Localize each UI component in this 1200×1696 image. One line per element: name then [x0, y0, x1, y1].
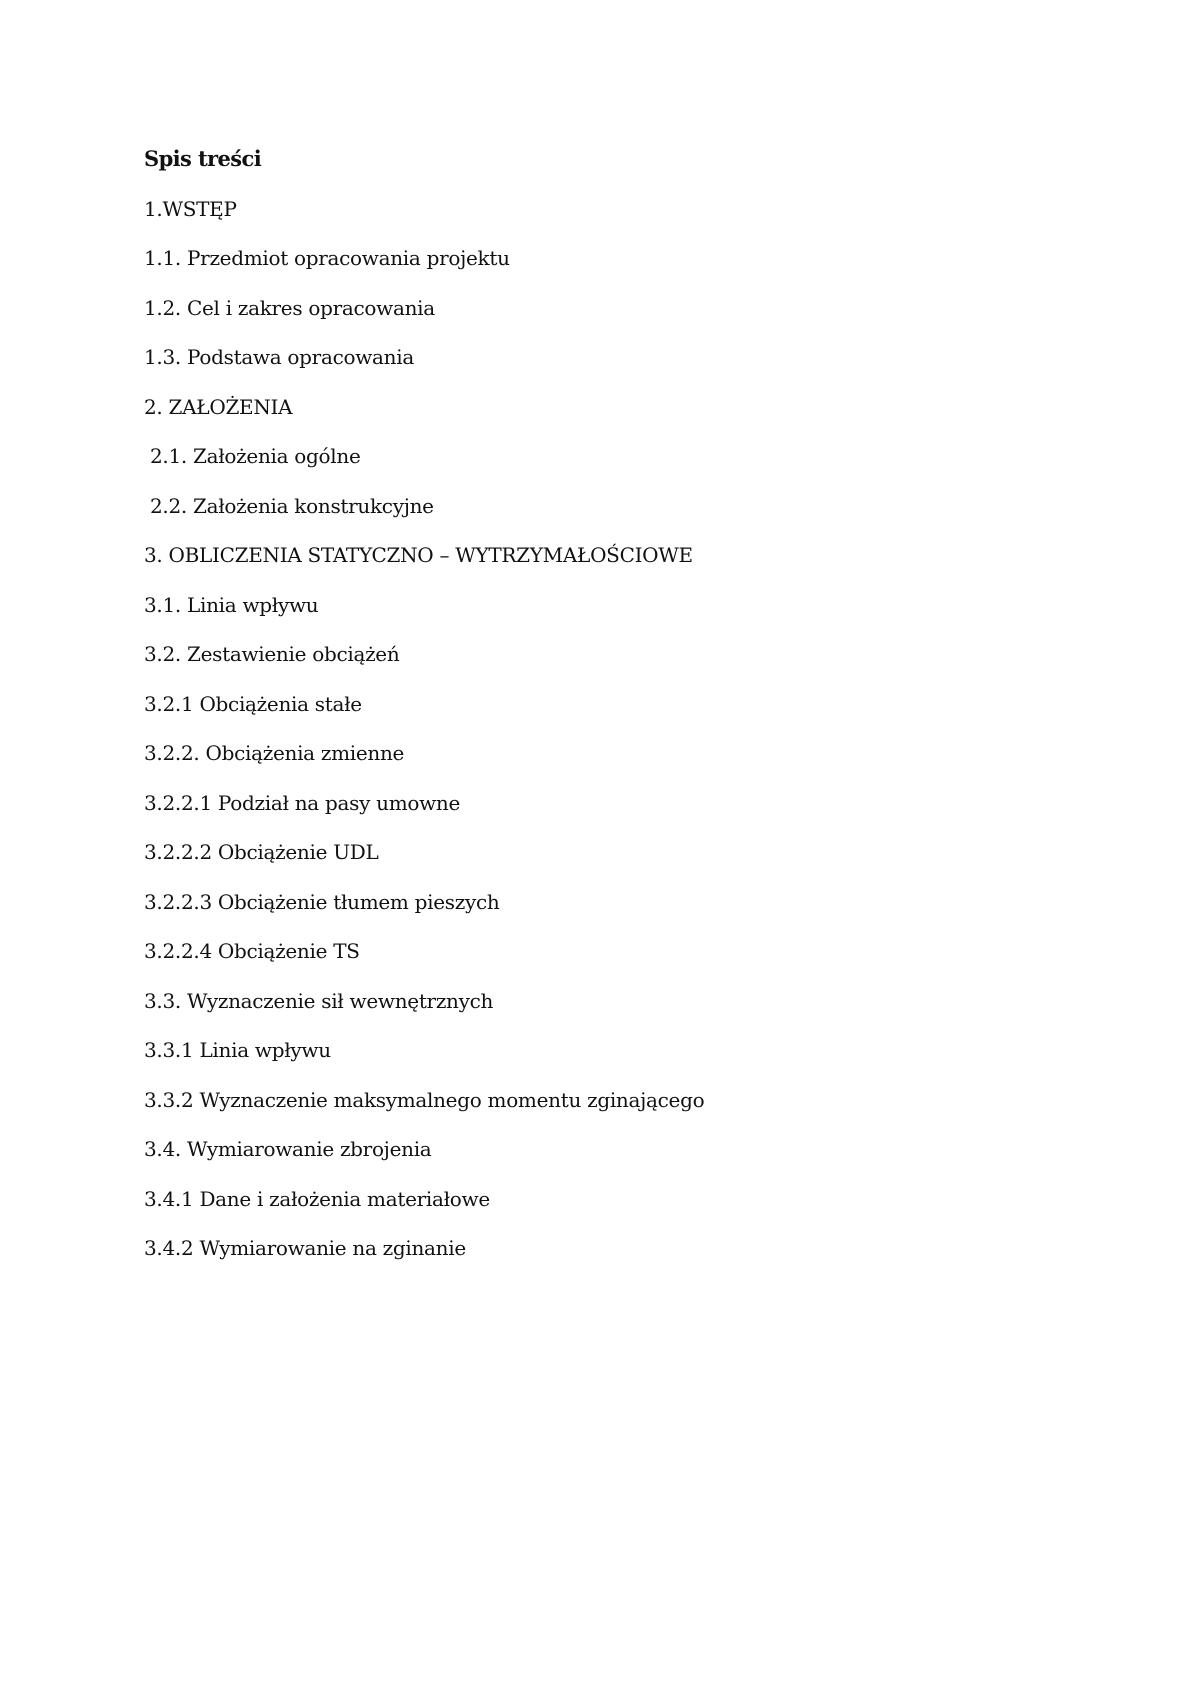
toc-title: Spis treści	[144, 146, 262, 171]
toc-entry: 3.2.2. Obciążenia zmienne	[144, 741, 405, 765]
toc-entry: 3.3.2 Wyznaczenie maksymalnego momentu zginającego	[144, 1087, 705, 1112]
toc-entry: 3.2.2.4 Obciążenie TS	[144, 939, 360, 963]
toc-entry: 3.2.2.2 Obciążenie UDL	[144, 840, 379, 864]
toc-entry: 3.3. Wyznaczenie sił wewnętrznych	[144, 988, 494, 1013]
toc-entry: 3.2.2.1 Podział na pasy umowne	[144, 790, 461, 815]
toc-entry: 1.1. Przedmiot opracowania projektu	[144, 246, 510, 270]
toc-entry: 1.WSTĘP	[144, 196, 237, 221]
toc-entry: 3.2.1 Obciążenia stałe	[144, 691, 362, 716]
toc-entry: 2.2. Założenia konstrukcyjne	[150, 493, 434, 518]
toc-entry: 2. ZAŁOŻENIA	[144, 394, 293, 419]
toc-list	[144, 193, 1044, 1282]
toc-entry: 3. OBLICZENIA STATYCZNO – WYTRZYMAŁOŚCIOWE	[144, 543, 693, 567]
toc-entry: 3.2. Zestawienie obciążeń	[144, 642, 400, 666]
toc-entry: 3.4.1 Dane i założenia materiałowe	[144, 1186, 490, 1211]
toc-entry: 1.3. Podstawa opracowania	[144, 345, 414, 369]
toc-entry: 3.2.2.3 Obciążenie tłumem pieszych	[144, 889, 500, 914]
table-of-contents	[144, 143, 1044, 1282]
toc-entry: 3.3.1 Linia wpływu	[144, 1038, 331, 1062]
toc-entry: 3.1. Linia wpływu	[144, 592, 319, 617]
toc-entry: 3.4.2 Wymiarowanie na zginanie	[144, 1236, 466, 1260]
toc-entry: 3.4. Wymiarowanie zbrojenia	[144, 1137, 432, 1161]
toc-entry: 1.2. Cel i zakres opracowania	[144, 295, 435, 320]
toc-entry: 2.1. Założenia ogólne	[150, 444, 361, 468]
